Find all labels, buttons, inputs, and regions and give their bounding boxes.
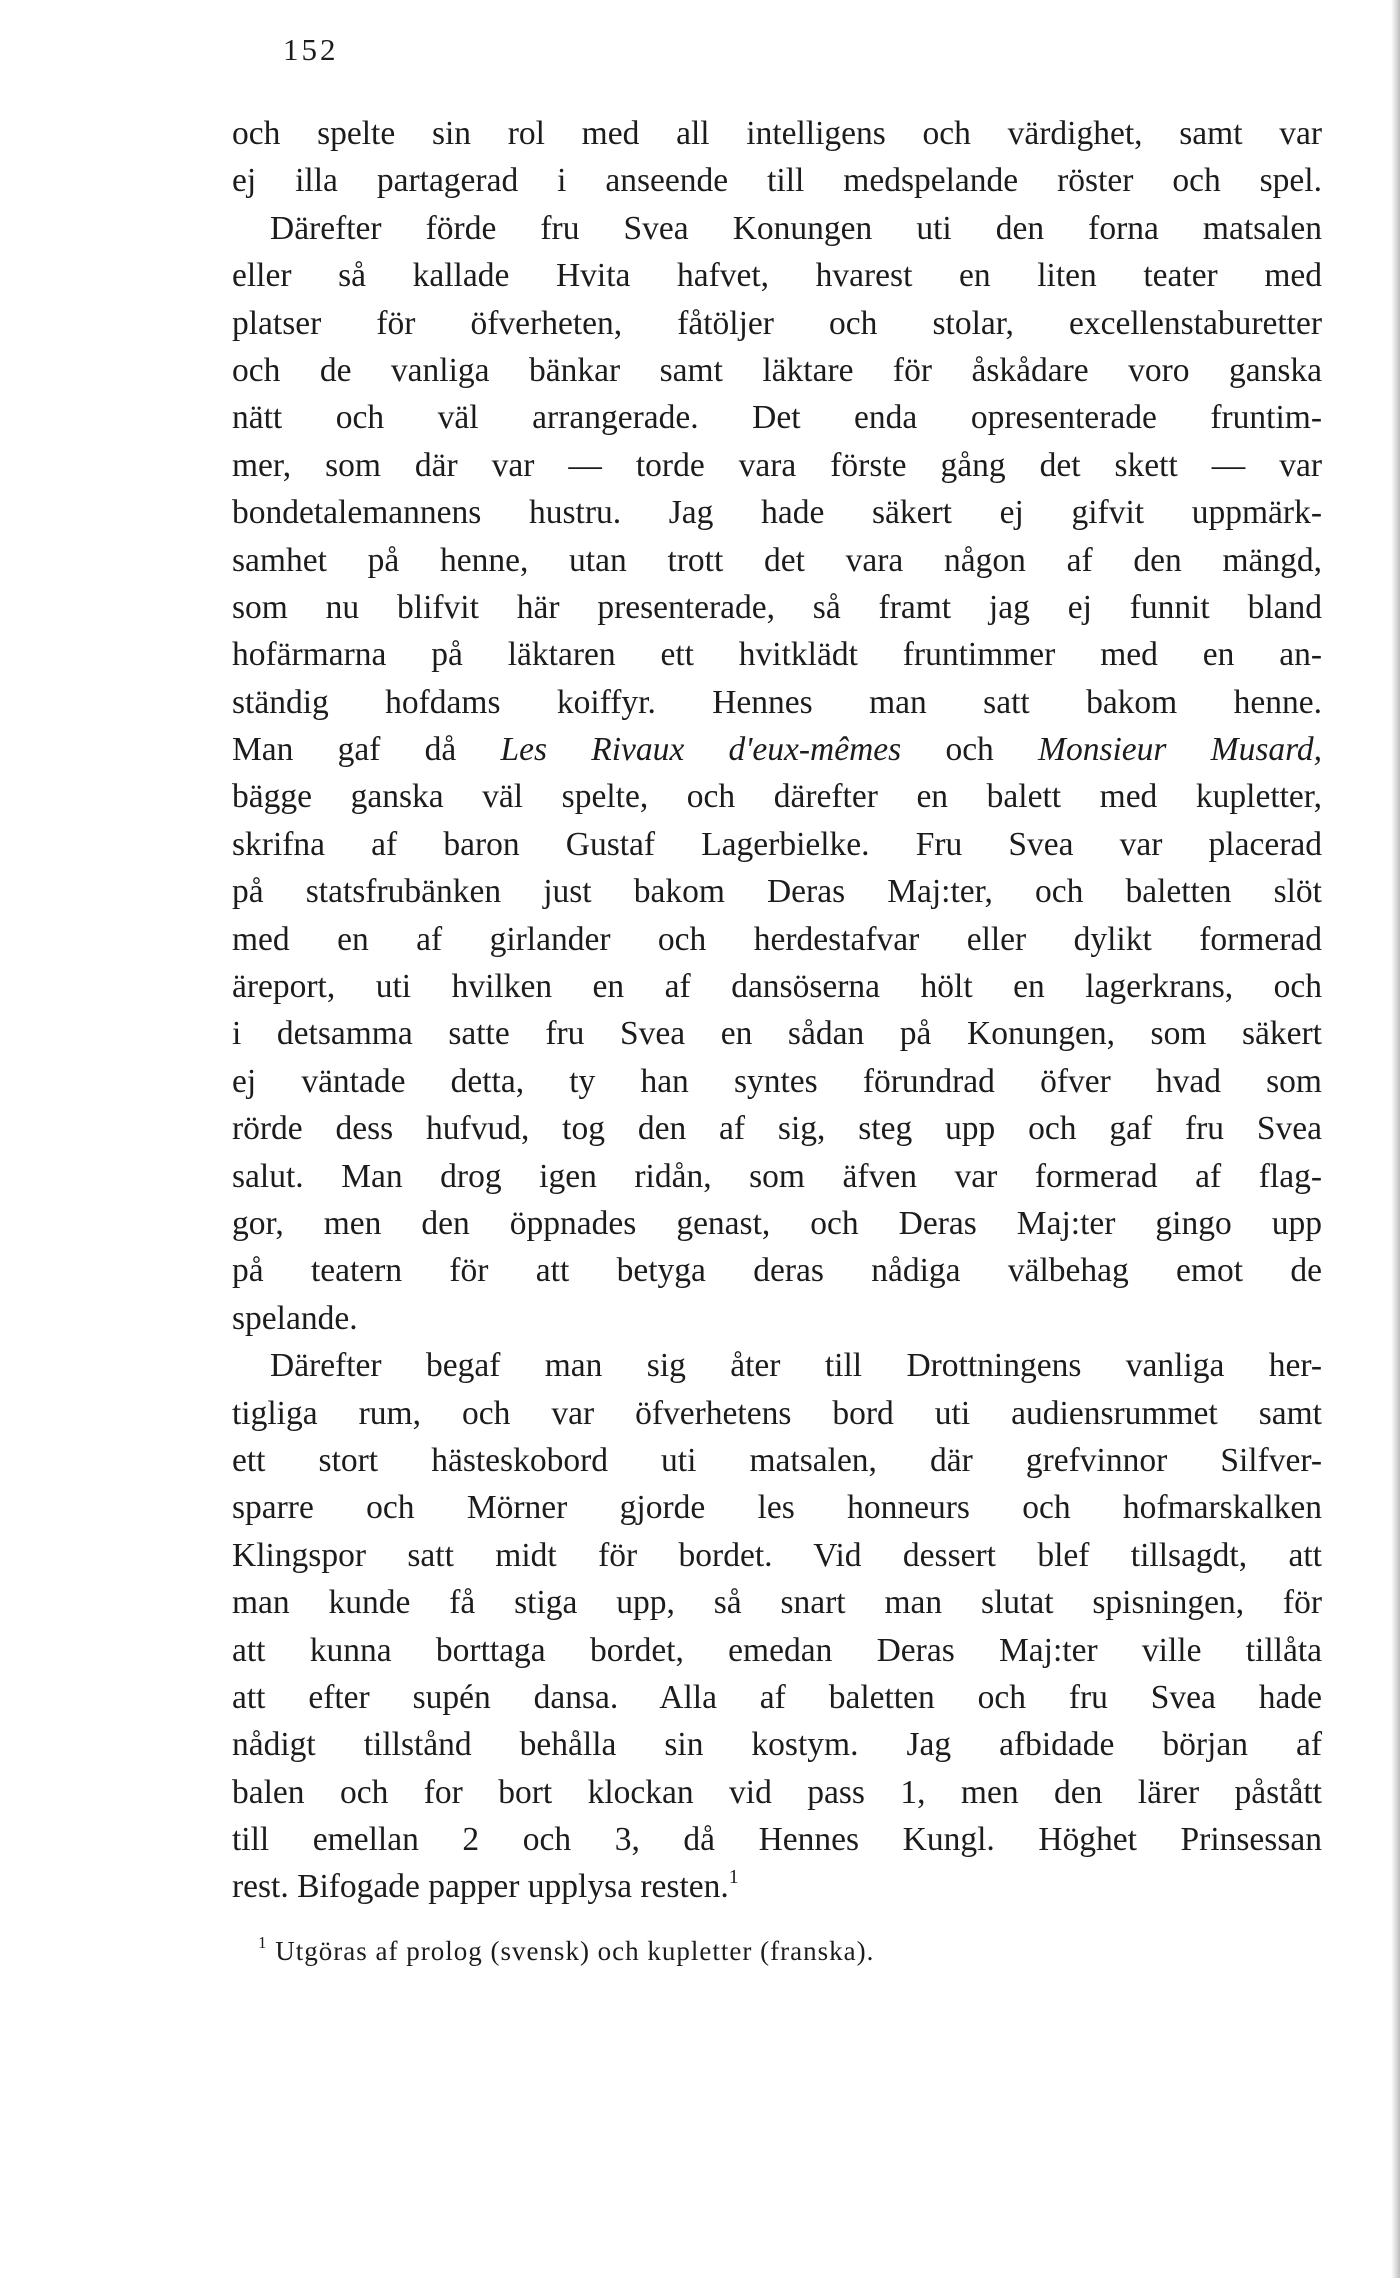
text-line: bondetalemannens hustru. Jag hade säkert ej gifvit uppmärk- bbox=[232, 494, 1322, 532]
text-line: med en af girlander och herdestafvar eller dylikt formerad bbox=[232, 920, 1322, 958]
text-line: att kunna borttaga bordet, emedan Deras Maj:ter ville tillåta bbox=[232, 1631, 1322, 1669]
play-title: Les Rivaux d'eux-mêmes bbox=[500, 731, 902, 769]
text-line: gor, men den öppnades genast, och Deras Maj:ter gingo upp bbox=[232, 1204, 1322, 1242]
text-line: spelande. bbox=[232, 1299, 358, 1337]
text-line: hofärmarna på läktaren ett hvitklädt fruntimmer med en an- bbox=[232, 636, 1322, 674]
text-line: och de vanliga bänkar samt läktare för åskådare voro ganska bbox=[232, 351, 1322, 389]
footnote-reference: 1 bbox=[728, 1866, 739, 1889]
footnote-marker: 1 bbox=[258, 1933, 268, 1952]
text-line: bägge ganska väl spelte, och därefter en balett med kupletter, bbox=[232, 778, 1322, 816]
text-line: sparre och Mörner gjorde les honneurs och hofmarskalken bbox=[232, 1489, 1322, 1527]
text-line: platser för öfverheten, fåtöljer och stolar, excellenstaburetter bbox=[232, 304, 1322, 342]
text-segment: rest. Bifogade papper upplysa resten. bbox=[232, 1868, 729, 1906]
play-title: Monsieur Musard, bbox=[1038, 731, 1322, 769]
text-line: mer, som där var — torde vara förste gång det skett — var bbox=[232, 446, 1322, 484]
text-line: salut. Man drog igen ridån, som äfven var formerad af flag- bbox=[232, 1157, 1322, 1195]
text-line: skrifna af baron Gustaf Lagerbielke. Fru Svea var placerad bbox=[232, 825, 1322, 863]
text-line: på statsfrubänken just bakom Deras Maj:ter, och baletten slöt bbox=[232, 873, 1322, 911]
text-line: ej illa partagerad i anseende till medspelande röster och spel. bbox=[232, 162, 1322, 200]
footnote bbox=[258, 1933, 875, 1967]
text-line: som nu blifvit här presenterade, så framt jag ej funnit bland bbox=[232, 588, 1322, 626]
text-line: Därefter begaf man sig åter till Drottningens vanliga her- bbox=[270, 1347, 1322, 1385]
text-line: Klingspor satt midt för bordet. Vid dessert blef tillsagdt, att bbox=[232, 1536, 1322, 1574]
text-line: på teatern för att betyga deras nådiga välbehag emot de bbox=[232, 1252, 1322, 1290]
text-segment: Man gaf då bbox=[232, 731, 457, 769]
text-line: ständig hofdams koiffyr. Hennes man satt bakom henne. bbox=[232, 683, 1322, 721]
text-line: att efter supén dansa. Alla af baletten och fru Svea hade bbox=[232, 1678, 1322, 1716]
text-line: till emellan 2 och 3, då Hennes Kungl. Höghet Prinsessan bbox=[232, 1821, 1322, 1859]
text-line-last bbox=[232, 1863, 1322, 1910]
body-text bbox=[232, 110, 1322, 1911]
text-line: äreport, uti hvilken en af dansöserna hölt en lagerkrans, och bbox=[232, 968, 1322, 1006]
footnote-text: Utgöras af prolog (svensk) och kupletter (franska). bbox=[275, 1936, 875, 1966]
text-line: och spelte sin rol med all intelligens och värdighet, samt var bbox=[232, 115, 1322, 152]
text-line: tigliga rum, och var öfverhetens bord uti audiensrummet samt bbox=[232, 1394, 1322, 1432]
text-line: nådigt tillstånd behålla sin kostym. Jag afbidade början af bbox=[232, 1726, 1322, 1764]
text-line: nätt och väl arrangerade. Det enda opresenterade fruntim- bbox=[232, 399, 1322, 437]
text-line: ej väntade detta, ty han syntes förundrad öfver hvad som bbox=[232, 1062, 1322, 1100]
page-number: 152 bbox=[283, 32, 339, 67]
text-line: balen och for bort klockan vid pass 1, men den lärer påstått bbox=[232, 1773, 1322, 1811]
text-line-with-titles bbox=[232, 726, 1322, 773]
text-line: i detsamma satte fru Svea en sådan på Konungen, som säkert bbox=[232, 1015, 1322, 1053]
text-line: eller så kallade Hvita hafvet, hvarest en liten teater med bbox=[232, 257, 1322, 295]
text-line: Därefter förde fru Svea Konungen uti den forna matsalen bbox=[270, 209, 1322, 247]
text-line: samhet på henne, utan trott det vara någon af den mängd, bbox=[232, 541, 1322, 579]
text-line: rörde dess hufvud, tog den af sig, steg upp och gaf fru Svea bbox=[232, 1110, 1322, 1148]
text-line: man kunde få stiga upp, så snart man slutat spisningen, för bbox=[232, 1584, 1322, 1622]
page-edge-shadow bbox=[1391, 0, 1400, 2278]
text-line: ett stort hästeskobord uti matsalen, där grefvinnor Silfver- bbox=[232, 1441, 1322, 1479]
text-segment: och bbox=[945, 731, 994, 769]
